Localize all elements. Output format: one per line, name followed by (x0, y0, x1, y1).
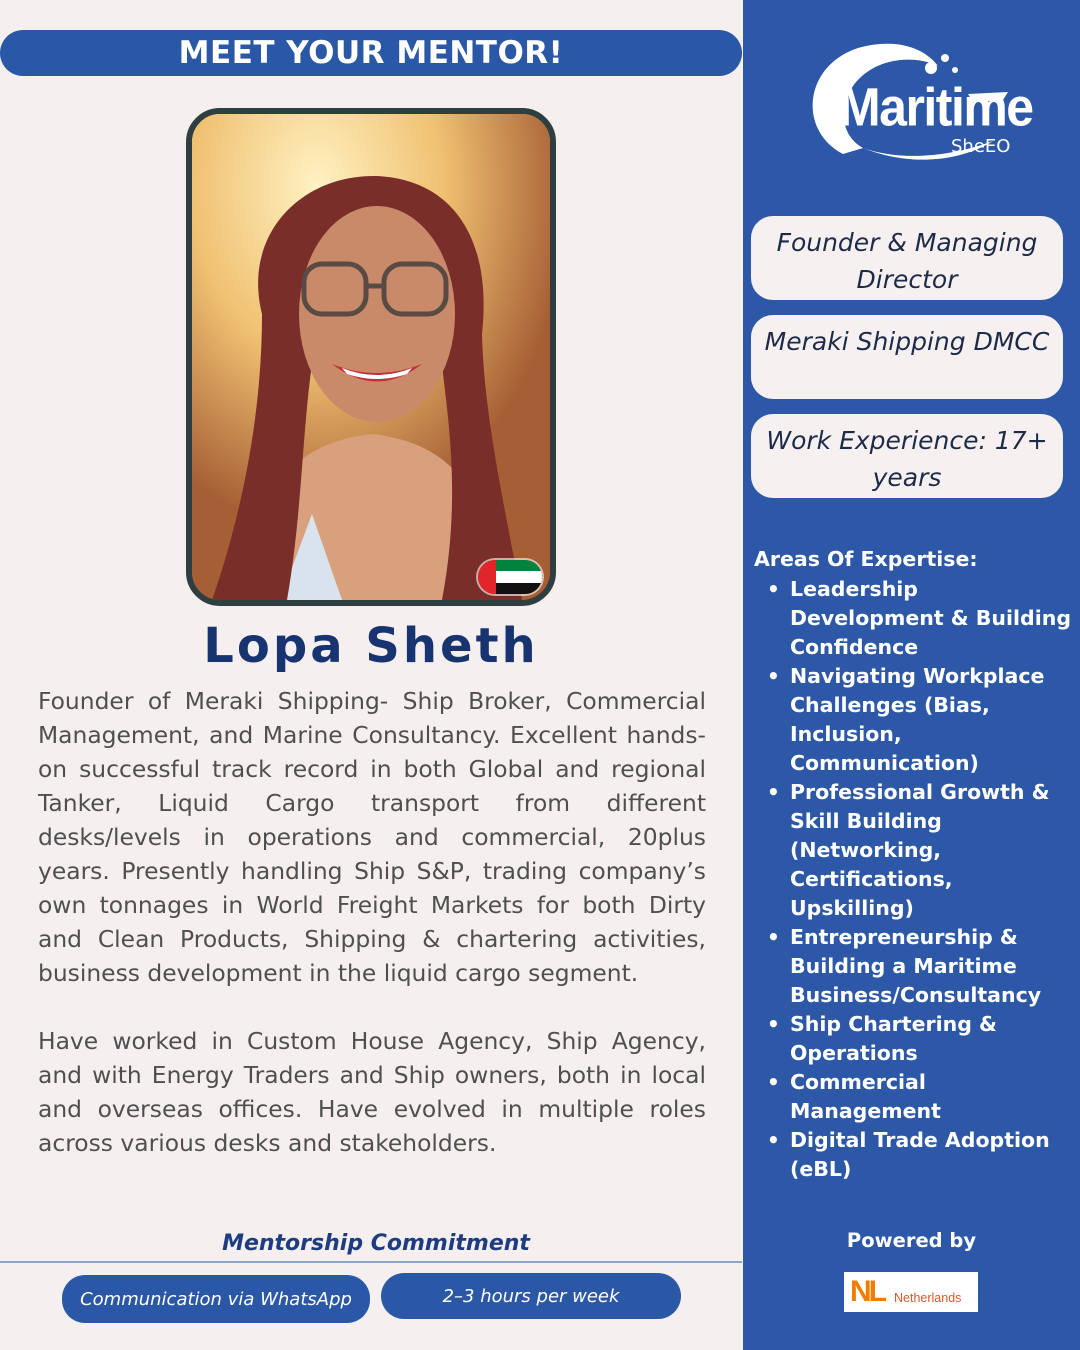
list-item: • Ship Chartering & Operations (754, 1010, 1074, 1068)
divider (0, 1261, 742, 1263)
page-title: MEET YOUR MENTOR! (178, 35, 564, 71)
bio-paragraph: Founder of Meraki Shipping- Ship Broker, Commercial Management, and Marine Consultancy. Excellent hands-on successful track record in both Global and regional Tanker, Liquid Cargo transport from different desks/levels in operations and commercial, 20plus years. Presently handling Ship S&P, trading company’s own tonnages in World Freight Markets for both Dirty and Clean Products, Shipping & chartering activities, business development in the liquid cargo segment. (38, 687, 706, 987)
experience-card: Work Experience: 17+ years (751, 414, 1063, 498)
role-card: Founder & Managing Director (751, 216, 1063, 300)
uae-flag-icon (478, 560, 542, 594)
sidebar (743, 0, 1080, 1350)
logo-sub: SheEO (951, 136, 1011, 157)
nl-netherlands-logo (844, 1272, 978, 1312)
maritime-sheeo-logo (803, 36, 1033, 166)
expertise-section (754, 545, 1074, 1184)
commitment-communication: Communication via WhatsApp (62, 1275, 370, 1323)
mentor-bio (38, 684, 706, 1160)
mentor-name: Lopa Sheth (203, 618, 539, 674)
company-card: Meraki Shipping DMCC (751, 315, 1063, 399)
list-item: • Digital Trade Adoption (eBL) (754, 1126, 1074, 1184)
bio-paragraph: Have worked in Custom House Agency, Ship Agency, and with Energy Traders and Ship owners, both in local and overseas offices. Have evolved in multiple roles across various desks and stakeholders. (38, 1027, 706, 1157)
portrait-illustration (192, 114, 550, 600)
header-banner (0, 30, 742, 76)
list-item: • Professional Growth & Skill Building (Networking, Certifications, Upskilling) (754, 778, 1074, 923)
powered-by-label: Powered by (846, 1229, 977, 1252)
commitment-title: Mentorship Commitment (222, 1231, 530, 1256)
expertise-list (754, 575, 1074, 1184)
commitment-hours: 2–3 hours per week (381, 1273, 681, 1319)
mentor-photo (186, 108, 556, 606)
list-item: • Commercial Management (754, 1068, 1074, 1126)
list-item: • Leadership Development & Building Confidence (754, 575, 1074, 662)
list-item: • Entrepreneurship & Building a Maritime Business/Consultancy (754, 923, 1074, 1010)
expertise-title: Areas Of Expertise: (754, 547, 978, 571)
nl-text: Netherlands (894, 1291, 962, 1305)
nl-mark: NL (850, 1275, 884, 1308)
logo-word: Maritime (839, 76, 1033, 138)
list-item: • Navigating Workplace Challenges (Bias, Inclusion, Communication) (754, 662, 1074, 778)
